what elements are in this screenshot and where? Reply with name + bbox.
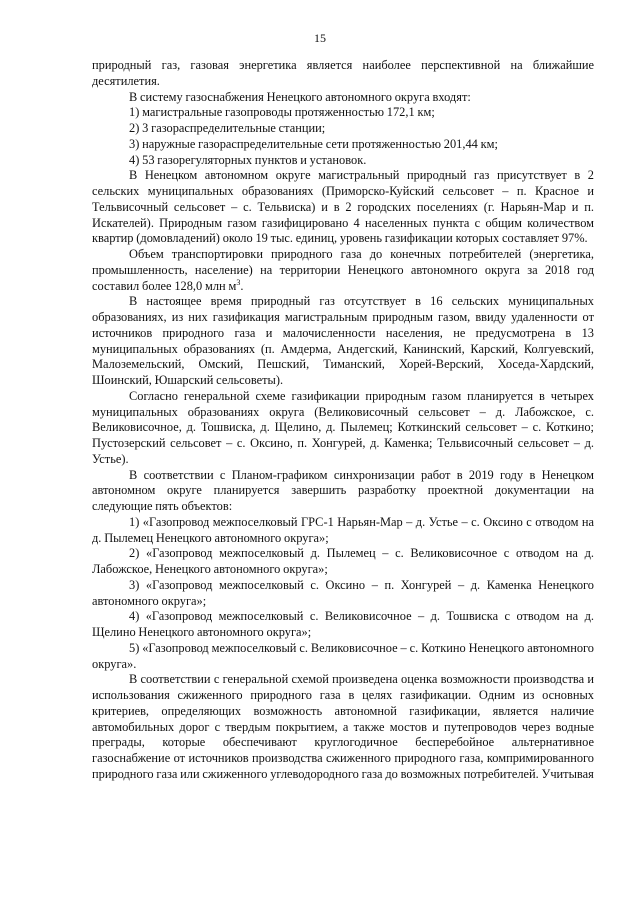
paragraph-intro-continuation: природный газ, газовая энергетика является наиболее перспективной на ближайшие десятилетия. [92,58,594,88]
paragraph-general-scheme: Согласно генеральной схеме газификации природным газом планируется в четырех муниципальных образованиях округа (Великовисочный сельсовет – д. Лабожское, с. Великовисочное, д. Тошвиска, д. Щелино, д. Пылемец; Коткинский сельсовет – с. Коткино; Пустозерский сельсовет – с. Оксино, п. Хонгурей, д. Каменка; Тельвисочный сельсовет – д. Устье). [92,388,594,466]
list-item: 5) «Газопровод межпоселковый с. Великовисочное – с. Коткино Ненецкого автономного округа». [92,640,594,671]
list-item: 3) «Газопровод межпоселковый с. Оксино – п. Хонгурей – д. Каменка Ненецкого автономного округа»; [92,577,594,608]
paragraph-no-gas-municipalities: В настоящее время природный газ отсутствует в 16 сельских муниципальных образованиях, из них газификация магистральным природным газом, ввиду удаленности от источников природного газа и малочисленности населения, не предусмотрена в 13 муниципальных образованиях (п. Амдерма, Андегский, Канинский, Карский, Колгуевский, Малоземельский, Омский, Пешский, Тиманский, Хорей-Верский, Хоседа-Хардский, Шоинский, Юшарский сельсоветы). [92,294,594,387]
list-item: 4) 53 газорегуляторных пунктов и установок. [129,152,367,167]
transport-volume-period: . [240,278,244,293]
cubic-superscript: 3 [236,277,241,287]
paragraph-lng-assessment: В соответствии с генеральной схемой произведена оценка возможности производства и использования сжиженного природного газа в целях газификации. Одним из основных критериев, определяющих возможность автономной газификации, является наличие автомобильных дорог с твердым покрытием, а также мостов и путепроводов через водные преграды, которые обеспечивают круглогодичное бесперебойное альтернативное газоснабжение от источников производства сжиженного природного газа, компримированного природного газа или сжиженного углеводородного газа до возможных потребителей. Учитывая [92,672,594,781]
document-body [92,58,594,783]
page-number: 15 [314,31,326,45]
list-item: 1) «Газопровод межпоселковый ГРС-1 Нарьян-Мар – д. Устье – с. Оксино с отводом на д. Пылемец Ненецкого автономного округа»; [92,514,594,545]
paragraph-main-gas-presence: В Ненецком автономном округе магистральный природный газ присутствует в 2 сельских муниципальных образованиях (Приморско-Куйский сельсовет – п. Красное и Тельвисочный сельсовет – с. Тельвиска) и в 2 городских поселениях (г. Нарьян-Мар и п. Искателей). Природным газом газифицировано 4 населенных пункта с общим количеством квартир (домовладений) около 19 тыс. единиц, уровень газификации которых составляет 97%. [92,168,594,246]
paragraph-sync-plan: В соответствии с Планом-графиком синхронизации работ в 2019 году в Ненецком автономном округе планируется завершить разработку проектной документации на следующие пять объектов: [92,467,594,513]
list-item: 1) магистральные газопроводы протяженностью 172,1 км; [129,105,435,120]
list-item: 2) 3 газораспределительные станции; [129,121,326,135]
paragraph-transport-volume [92,247,594,294]
list-item: 3) наружные газораспределительные сети протяженностью 201,44 км; [129,136,498,151]
list-item: 2) «Газопровод межпоселковый д. Пылемец – с. Великовисочное с отводом на д. Лабожское, Ненецкого автономного округа»; [92,546,594,576]
list-item: 4) «Газопровод межпоселковый с. Великовисочное – д. Тошвиска с отводом на д. Щелино Ненецкого автономного округа»; [92,609,594,639]
paragraph-gas-system-heading: В систему газоснабжения Ненецкого автономного округа входят: [129,89,471,104]
transport-volume-text: Объем транспортировки природного газа до конечных потребителей (энергетика, промышленность, население) на территории Ненецкого автономного округа за 2018 год составил более 128,0 млн м [92,247,594,293]
